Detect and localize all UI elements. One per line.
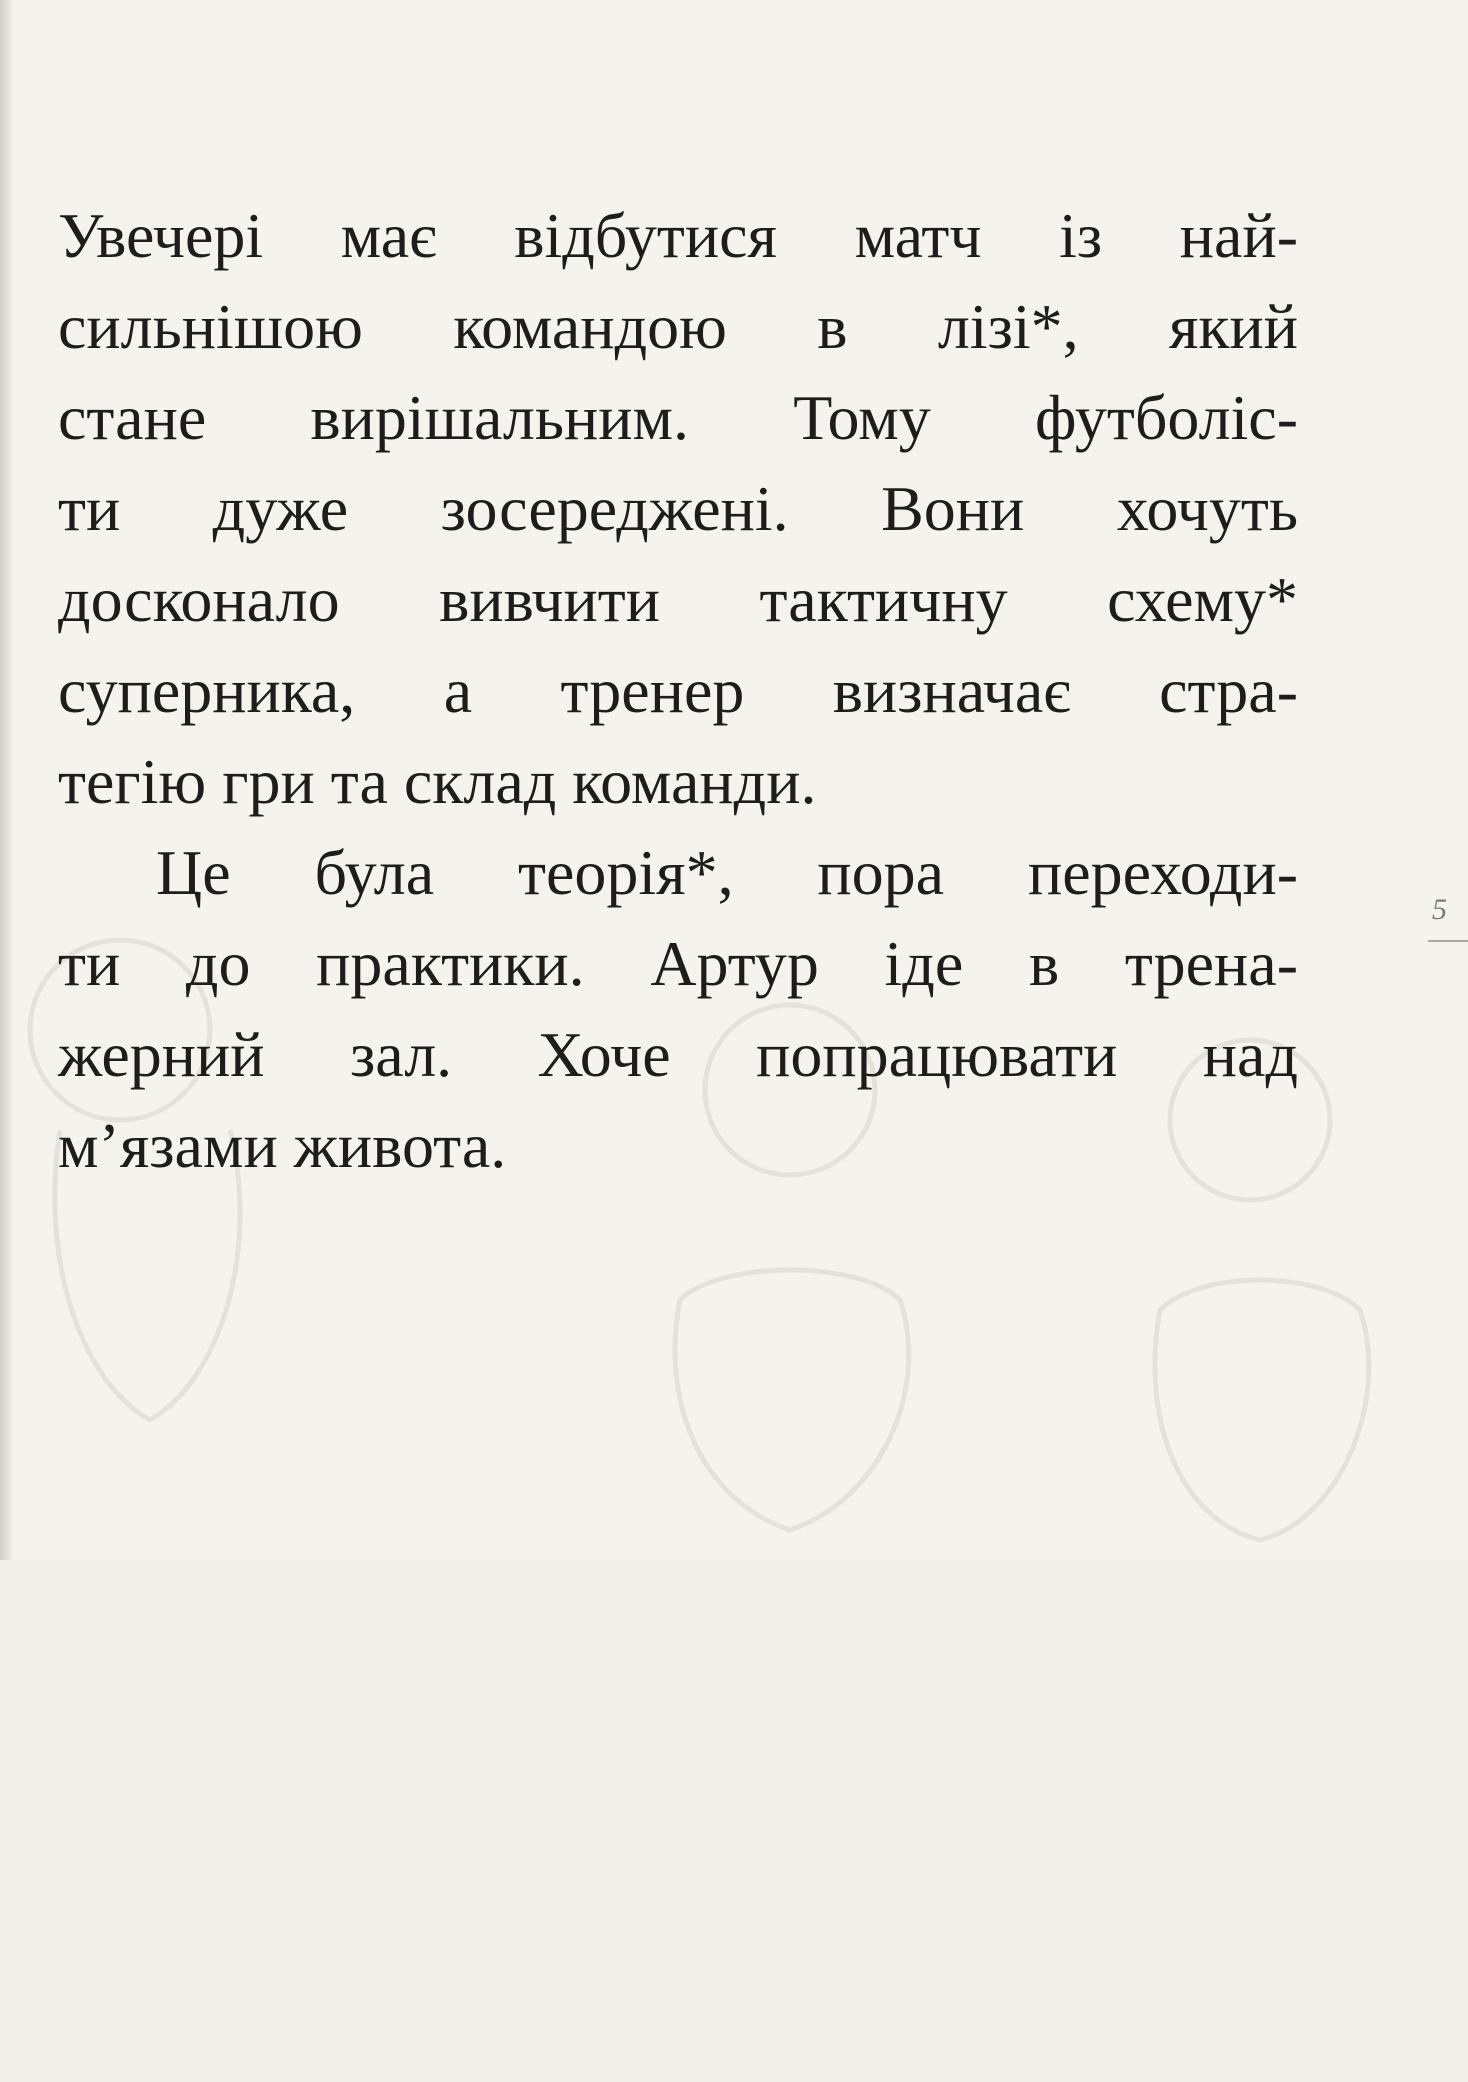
text-line: жерний зал. Хоче попрацювати над (58, 1019, 1298, 1090)
text-line: стане вирішальним. Тому футболіс- (58, 382, 1298, 453)
ghost-figure-right (1155, 1280, 1369, 1540)
text-line: ти дуже зосереджені. Вони хочуть (58, 473, 1298, 544)
text-line: м’язами живота. (58, 1110, 507, 1181)
page-number: 5 (1432, 893, 1447, 926)
ghost-ground-band (0, 1560, 1468, 2082)
text-line: досконало вивчити тактичну схему* (58, 564, 1298, 635)
text-line: тегію гри та склад команди. (58, 746, 817, 817)
text-line: ти до практики. Артур іде в трена- (58, 928, 1298, 999)
text-line: сильнішою командою в лізі*, який (58, 291, 1298, 362)
page-number-rule (1428, 940, 1468, 942)
ghost-figure-middle (675, 1270, 909, 1530)
text-line: Це була теорія*, пора переходи- (156, 837, 1298, 908)
text-line: суперника, а тренер визначає стра- (58, 655, 1298, 726)
page-edge-shadow (0, 0, 14, 2082)
body-text (58, 190, 1298, 1191)
text-line: Увечері має відбутися матч із най- (58, 200, 1298, 271)
